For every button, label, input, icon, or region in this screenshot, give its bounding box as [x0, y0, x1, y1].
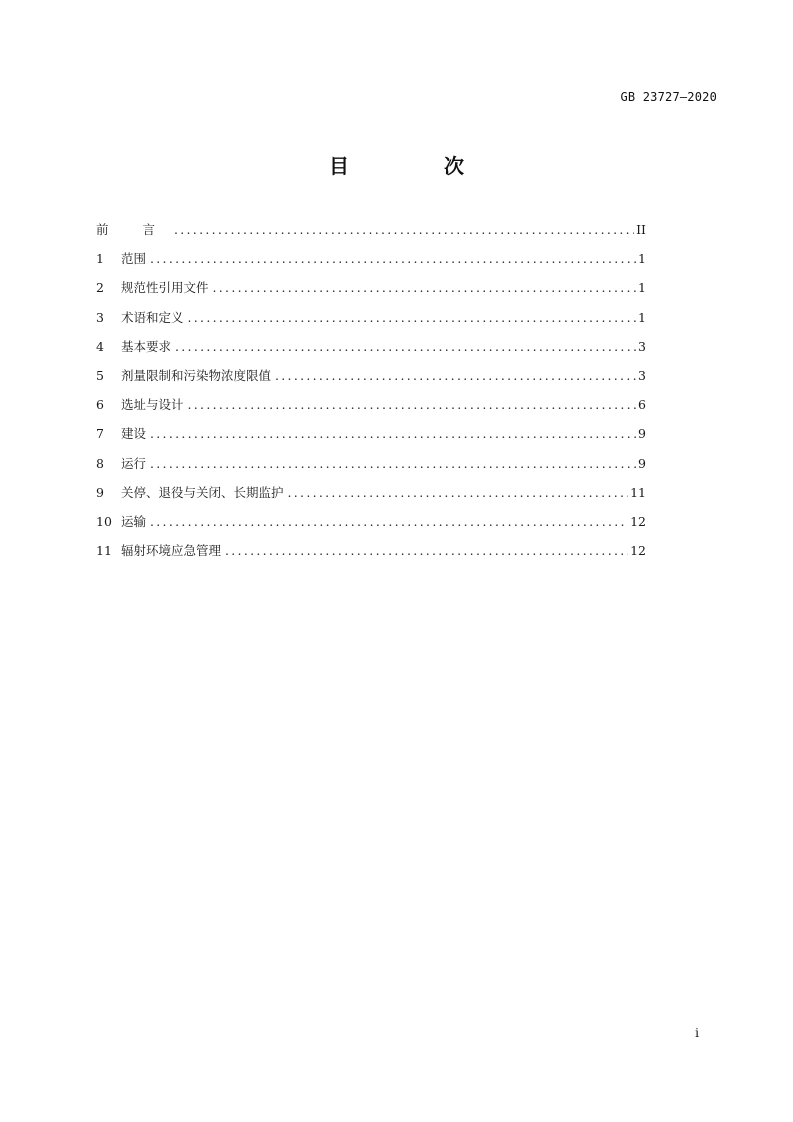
toc-entry-page: II [636, 222, 646, 237]
toc-entry-number: 3 [96, 309, 104, 325]
toc-entry-label: 剂量限制和污染物浓度限值 [121, 367, 272, 383]
toc-entry-page: 9 [638, 455, 646, 471]
toc-dot-leader [150, 507, 628, 536]
toc-entry-page: 6 [638, 397, 646, 413]
toc-dot-leader [288, 478, 629, 507]
toc-entry-label: 规范性引用文件 [121, 280, 209, 296]
toc-entry-operation[interactable] [96, 449, 646, 478]
toc-entry-page: 1 [638, 251, 646, 267]
toc-entry-label: 范围 [121, 251, 147, 267]
toc-entry-basic-requirements[interactable] [96, 332, 646, 361]
toc-entry-number: 5 [96, 367, 104, 383]
toc-dot-leader [150, 419, 636, 448]
toc-entry-label: 关停、退役与关闭、长期监护 [121, 484, 284, 500]
toc-entry-page: 3 [638, 367, 646, 383]
toc-entry-transport[interactable] [96, 507, 646, 536]
toc-entry-number: 1 [96, 251, 104, 267]
toc-entry-page: 11 [630, 484, 646, 500]
toc-entry-normative-references[interactable] [96, 273, 646, 302]
toc-entry-siting-design[interactable] [96, 390, 646, 419]
toc-entry-page: 3 [638, 338, 646, 354]
toc-entry-foreword[interactable] [96, 215, 646, 244]
page-title: 目 次 [329, 154, 508, 178]
toc-entry-label: 选址与设计 [121, 397, 184, 413]
toc-entry-number: 9 [96, 484, 104, 500]
table-of-contents [96, 215, 646, 565]
toc-dot-leader [188, 390, 637, 419]
toc-dot-leader [275, 361, 636, 390]
toc-entry-shutdown-decommissioning[interactable] [96, 478, 646, 507]
toc-entry-number: 10 [96, 513, 112, 529]
toc-entry-number: 6 [96, 397, 104, 413]
toc-entry-label: 辐射环境应急管理 [121, 543, 222, 559]
toc-dot-leader [188, 303, 637, 332]
toc-entry-label: 基本要求 [121, 338, 172, 354]
toc-entry-label: 术语和定义 [121, 309, 184, 325]
toc-entry-page: 9 [638, 426, 646, 442]
standard-code: GB 23727—2020 [620, 90, 717, 104]
toc-entry-number: 8 [96, 455, 104, 471]
toc-entry-page: 1 [638, 280, 646, 296]
toc-dot-leader [150, 244, 636, 273]
toc-entry-dose-limits[interactable] [96, 361, 646, 390]
toc-entry-label: 运行 [121, 455, 147, 471]
toc-dot-leader [213, 273, 637, 302]
toc-entry-page: 1 [638, 309, 646, 325]
toc-entry-page: 12 [630, 543, 646, 559]
toc-dot-leader [174, 215, 634, 244]
toc-entry-construction[interactable] [96, 419, 646, 448]
toc-dot-leader [150, 449, 636, 478]
toc-entry-label: 前 言 [96, 222, 170, 237]
toc-entry-label: 运输 [121, 513, 147, 529]
toc-entry-label: 建设 [121, 426, 147, 442]
toc-entry-number: 11 [96, 543, 112, 559]
toc-entry-terms-definitions[interactable] [96, 303, 646, 332]
toc-entry-emergency-management[interactable] [96, 536, 646, 565]
toc-entry-number: 2 [96, 280, 104, 296]
toc-entry-number: 7 [96, 426, 104, 442]
toc-dot-leader [175, 332, 636, 361]
toc-dot-leader [225, 536, 628, 565]
page-number: i [695, 1026, 699, 1040]
toc-entry-page: 12 [630, 513, 646, 529]
toc-entry-scope[interactable] [96, 244, 646, 273]
toc-entry-number: 4 [96, 338, 104, 354]
